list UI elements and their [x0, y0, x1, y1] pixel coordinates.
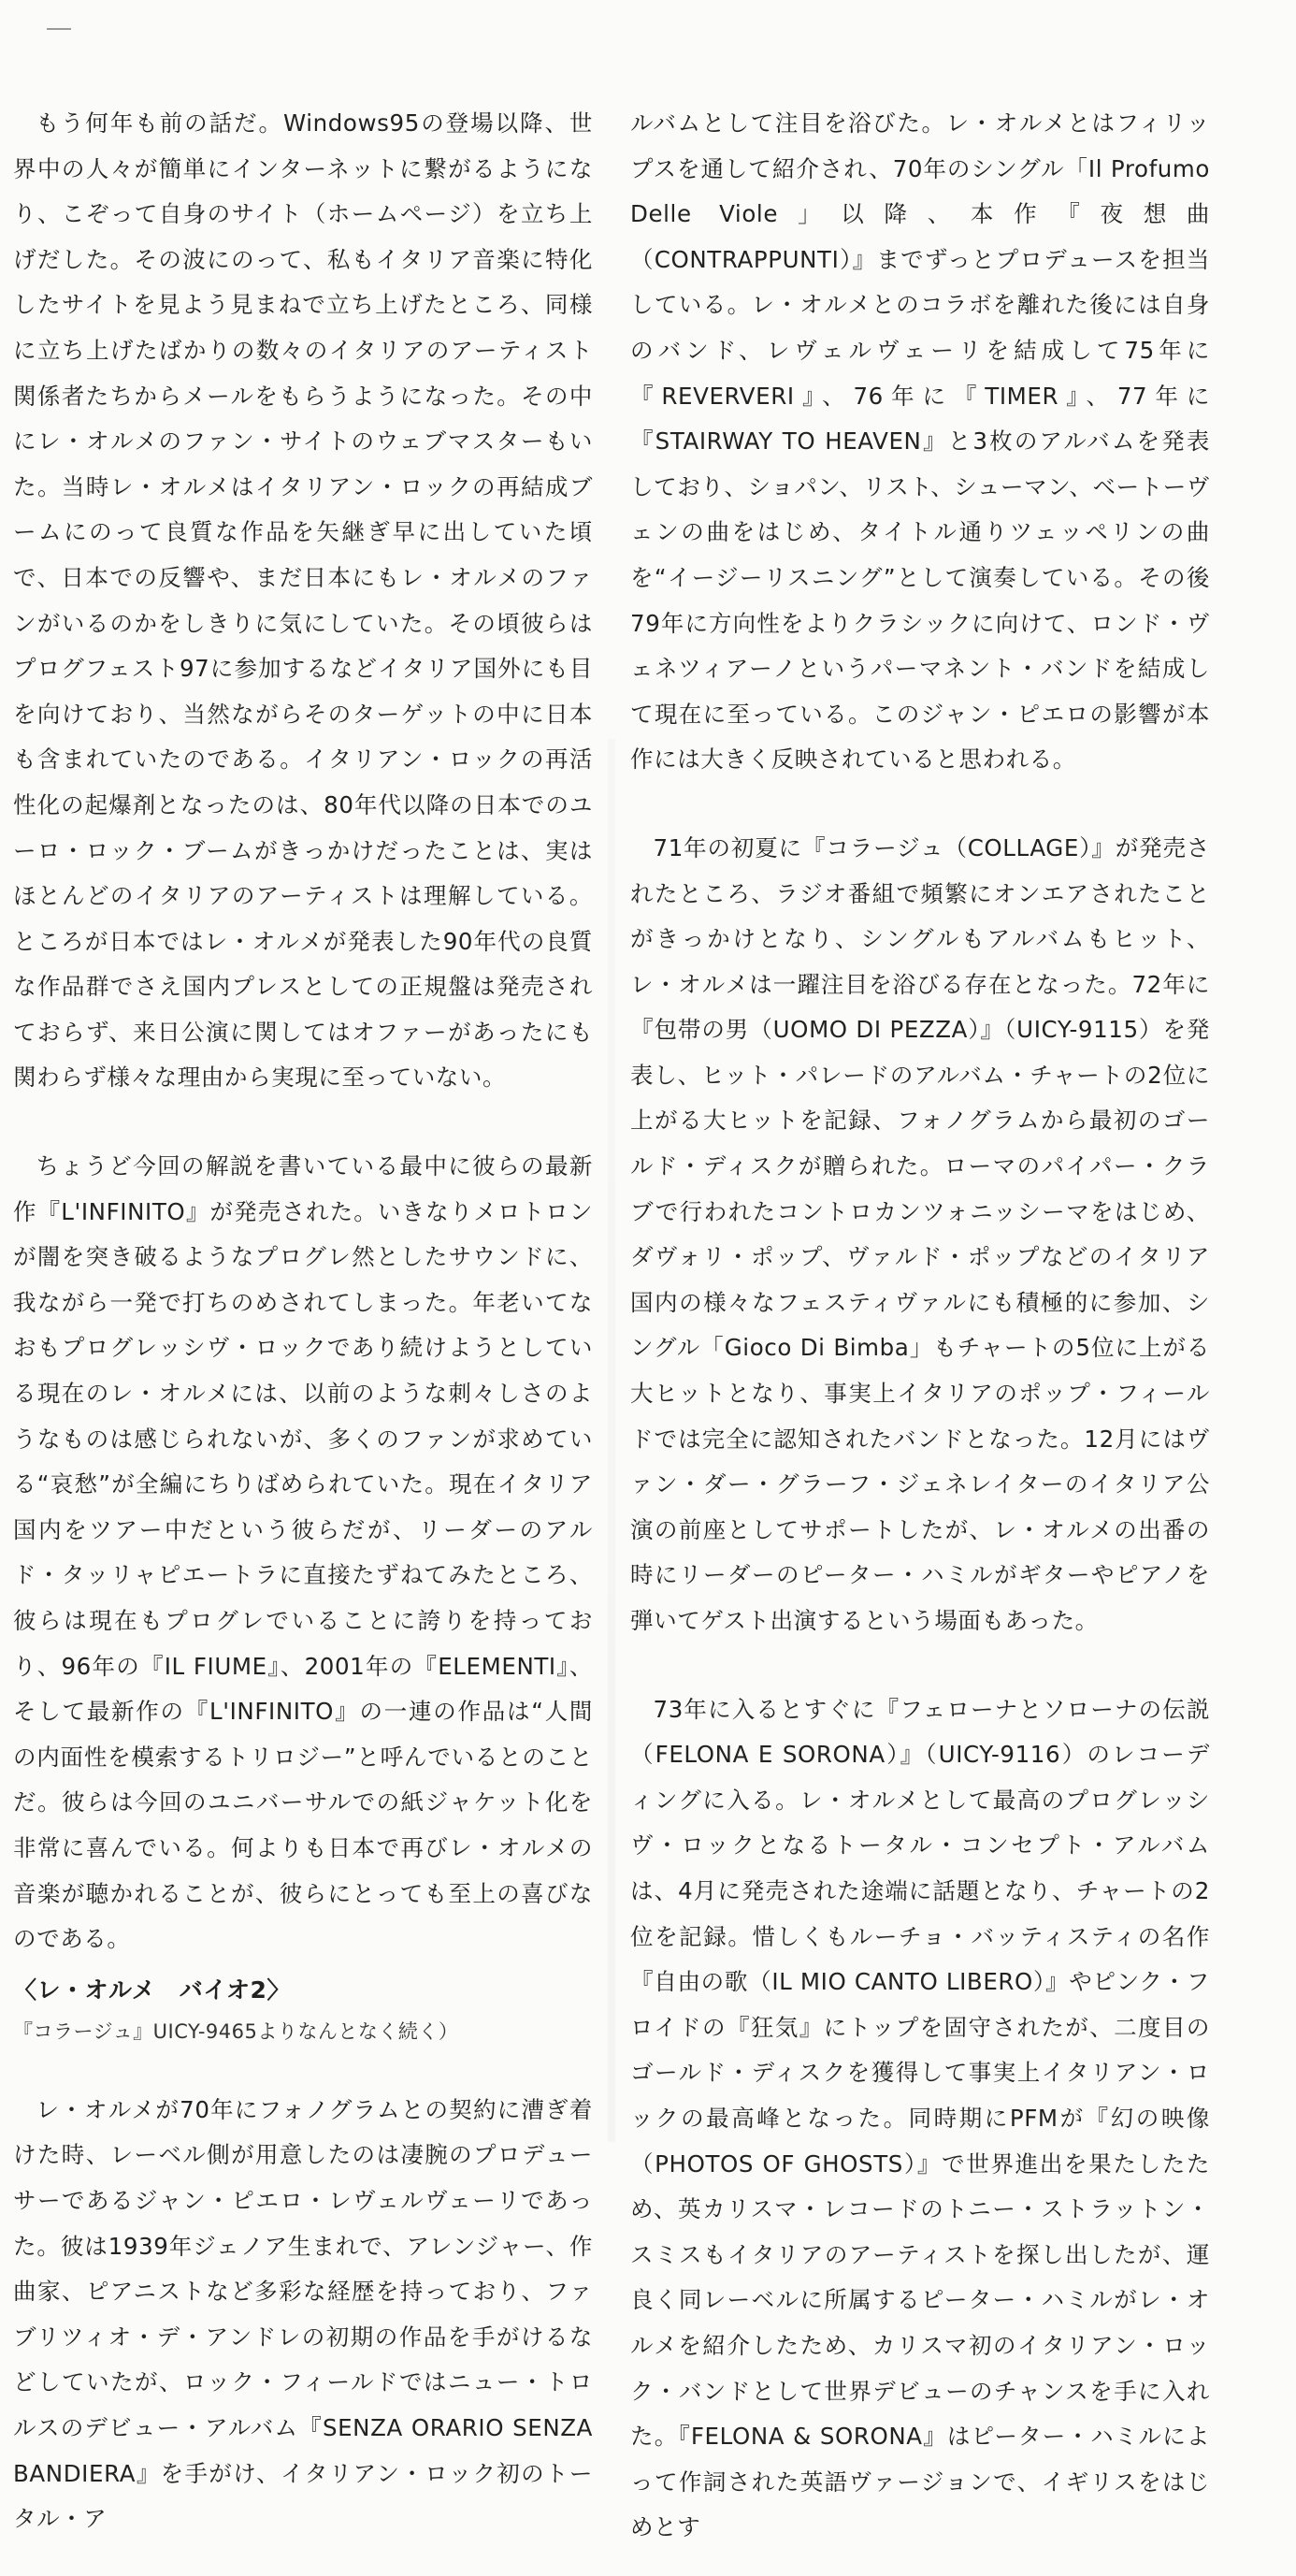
paragraph-gap	[630, 783, 1210, 826]
left-column	[13, 101, 593, 2542]
corner-mark	[47, 28, 71, 30]
paragraph-producer-cont: ルバムとして注目を浴びた。レ・オルメとはフィリップスを通して紹介され、70年のシングル「Il Profumo Delle Viole」以降、本作『夜想曲（CONTRAPPUNTI）』までずっとプロデュースを担当している。レ・オルメとのコラボを離れた後には自身のバンド、レヴェルヴェーリを結成して75年に『REVERVERI』、76年に『TIMER』、77年に『STAIRWAY TO HEAVEN』と3枚のアルバムを発表しており、ショパン、リスト、シューマン、ベートーヴェンの曲をはじめ、タイトル通りツェッペリンの曲を“イージーリスニング”として演奏している。その後79年に方向性をよりクラシックに向けて、ロンド・ヴェネツィアーノというパーマネント・バンドを結成して現在に至っている。このジャン・ピエロの影響が本作には大きく反映されていると思われる。	[630, 109, 1210, 774]
section-heading: 〈レ・オルメ バイオ2〉	[13, 1975, 291, 2004]
paragraph-felona: 73年に入るとすぐに『フェローナとソローナの伝説（FELONA E SORONA）』（UICY-9116）のレコーディングに入る。レ・オルメとして最高のプログレッシヴ・ロックとなるトータル・コンセプト・アルバムは、4月に発売された途端に話題となり、チャートの2位を記録。惜しくもルーチョ・バッティスティの名作『自由の歌（IL MIO CANTO LIBERO）』やピンク・フロイドの『狂気』にトップを固守されたが、二度目のゴールド・ディスクを獲得して事実上イタリアン・ロックの最高峰となった。同時期にPFMが『幻の映像（PHOTOS OF GHOSTS）』で世界進出を果たしたため、英カリスマ・レコードのトニー・ストラットン・スミスもイタリアのアーティストを探し出したが、運良く同レーベルに所属するピーター・ハミルがレ・オルメを紹介したため、カリスマ初のイタリアン・ロック・バンドとして世界デビューのチャンスを手に入れた。『FELONA & SORONA』はピーター・ハミルによって作詞された英語ヴァージョンで、イギリスをはじめとす	[630, 1695, 1210, 2541]
paragraph-gap	[13, 2050, 593, 2088]
paragraph-intro: もう何年も前の話だ。Windows95の登場以降、世界中の人々が簡単にインターネットに繋がるようになり、こぞって自身のサイト（ホームページ）を立ち上げだした。その波にのって、私もイタリア音楽に特化したサイトを見よう見まねで立ち上げたところ、同様に立ち上げたばかりの数々のイタリアのアーティスト関係者たちからメールをもらうようになった。その中にレ・オルメのファン・サイトのウェブマスターもいた。当時レ・オルメはイタリアン・ロックの再結成ブームにのって良質な作品を矢継ぎ早に出していた頃で、日本での反響や、まだ日本にもレ・オルメのファンがいるのかをしきりに気にしていた。その頃彼らはプログフェスト97に参加するなどイタリア国外にも目を向けており、当然ながらそのターゲットの中に日本も含まれていたのである。イタリアン・ロックの再活性化の起爆剤となったのは、80年代以降の日本でのユーロ・ロック・ブームがきっかけだったことは、実はほとんどのイタリアのアーティストは理解している。ところが日本ではレ・オルメが発表した90年代の良質な作品群でさえ国内プレスとしての正規盤は発売されておらず、来日公演に関してはオファーがあったにも関わらず様々な理由から実現に至っていない。	[13, 109, 593, 1092]
right-column	[630, 101, 1210, 2551]
paragraph-latest-album: ちょうど今回の解説を書いている最中に彼らの最新作『L'INFINITO』が発売された。いきなりメロトロンが闇を突き破るようなプログレ然としたサウンドに、我ながら一発で打ちのめされてしまった。年老いてなおもプログレッシヴ・ロックであり続けようとしている現在のレ・オルメには、以前のような刺々しさのようなものは感じられないが、多くのファンが求めている“哀愁”が全編にちりばめられていた。現在イタリア国内をツアー中だという彼らだが、リーダーのアルド・タッリャピエートラに直接たずねてみたところ、彼らは現在もプログレでいることに誇りを持っており、96年の『IL FIUME』、2001年の『ELEMENTI』、そして最新作の『L'INFINITO』の一連の作品は“人間の内面性を模索するトリロジー”と呼んでいるとのことだ。彼らは今回のユニバーサルでの紙ジャケット化を非常に喜んでいる。何よりも日本で再びレ・オルメの音楽が聴かれることが、彼らにとっても至上の喜びなのである。	[13, 1152, 593, 1953]
paragraph-producer: レ・オルメが70年にフォノグラムとの契約に漕ぎ着けた時、レーベル側が用意したのは凄腕のプロデューサーであるジャン・ピエロ・レヴェルヴェーリであった。彼は1939年ジェノア生まれで、アレンジャー、作曲家、ピアニストなど多彩な経歴を持っており、ファブリツィオ・デ・アンドレの初期の作品を手がけるなどしていたが、ロック・フィールドではニュー・トロルスのデビュー・アルバム『SENZA ORARIO SENZA BANDIERA』を手がけ、イタリアン・ロック初のトータル・ア	[13, 2095, 593, 2533]
paragraph-gap	[630, 1644, 1210, 1687]
gutter-shadow	[608, 739, 615, 2142]
paragraph-gap	[13, 1101, 593, 1144]
paragraph-collage: 71年の初夏に『コラージュ（COLLAGE）』が発売されたところ、ラジオ番組で頻繁にオンエアされたことがきっかけとなり、シングルもアルバムもヒット、レ・オルメは一躍注目を浴びる存在となった。72年に『包帯の男（UOMO DI PEZZA）』（UICY-9115）を発表し、ヒット・パレードのアルバム・チャートの2位に上がる大ヒットを記録、フォノグラムから最初のゴールド・ディスクが贈られた。ローマのパイパー・クラブで行われたコントロカンツォニッシーマをはじめ、ダヴォリ・ポップ、ヴァルド・ポップなどのイタリア国内の様々なフェスティヴァルにも積極的に参加、シングル「Gioco Di Bimba」もチャートの5位に上がる大ヒットとなり、事実上イタリアのポップ・フィールドでは完全に認知されたバンドとなった。12月にはヴァン・ダー・グラーフ・ジェネレイターのイタリア公演の前座としてサポートしたが、レ・オルメの出番の時にリーダーのピーター・ハミルがギターやピアノを弾いてゲスト出演するという場面もあった。	[630, 833, 1211, 1634]
section-note: 『コラージュ』UICY-9465よりなんとなく続く）	[13, 2019, 459, 2043]
